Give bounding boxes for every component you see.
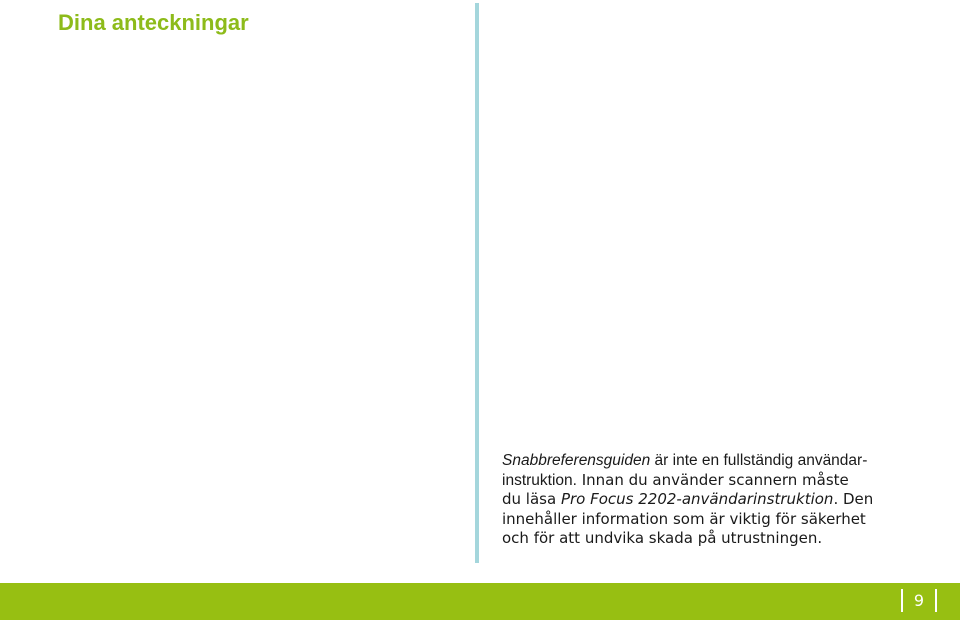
notice-line-2 (502, 471, 922, 491)
guide-name: Snabbreferensguiden (502, 452, 651, 469)
footer-bar (0, 583, 960, 620)
page-divider (475, 3, 479, 563)
notice-line-3-start: du läsa (502, 490, 561, 508)
notice-line-4: innehåller information som är viktig för säkerhet (502, 509, 866, 528)
notice-line-2-start: instruktion. (502, 471, 577, 489)
notice-line-2-text: Innan du använder scannern måste (576, 470, 849, 489)
notice-line-3-end: . Den (833, 490, 874, 508)
notes-page-title: Dina anteckningar (58, 10, 249, 35)
page-number-box (901, 589, 937, 612)
notice-line-3 (502, 490, 922, 510)
notice-line-5: och för att undvika skada på utrustningen. (502, 529, 823, 547)
notice-line-1 (502, 451, 922, 471)
quick-reference-notice (502, 451, 922, 549)
page-number: 9 (913, 591, 925, 610)
notice-line-1-text: är inte en fullständig användar- (650, 452, 868, 469)
manual-name: Pro Focus 2202-användarinstruktion (560, 490, 834, 508)
